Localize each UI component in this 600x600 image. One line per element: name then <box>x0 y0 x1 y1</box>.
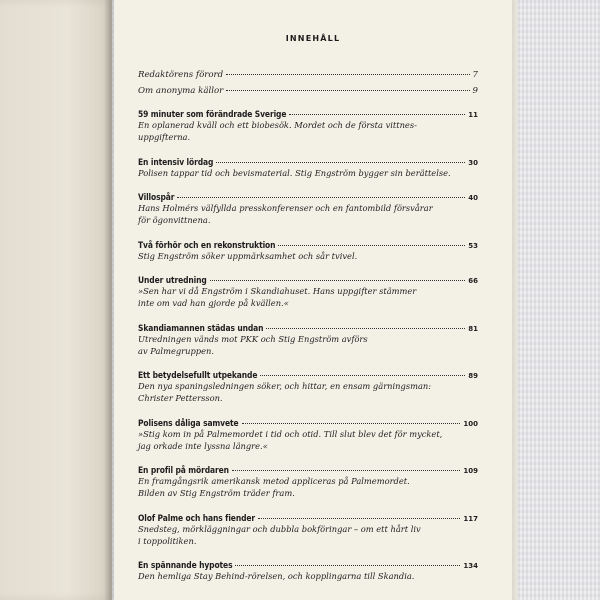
chapter-description: »Sen har vi då Engström i Skandiahuset. Hans uppgifter stämmer <box>138 286 417 296</box>
chapter-title: Skandiamannen städas undan <box>138 322 264 333</box>
chapter-description: En framgångsrik amerikansk metod appliceras på Palmemordet. <box>138 476 410 486</box>
toc-chapter <box>138 157 478 179</box>
dot-leader <box>177 197 465 198</box>
toc-chapter <box>138 109 478 143</box>
toc-chapter <box>138 323 478 357</box>
toc-entry-foreword <box>138 70 478 80</box>
chapter-description: Stig Engström söker uppmärksamhet och sår tvivel. <box>138 250 358 261</box>
chapter-title: Olof Palme och hans fiender <box>138 512 256 523</box>
dot-leader <box>216 162 465 163</box>
chapter-title: Ett betydelsefullt utpekande <box>138 370 258 380</box>
chapter-description: Den nya spaningsledningen söker, och hittar, en ensam gärningsman: <box>138 381 432 391</box>
chapter-page: 53 <box>468 241 478 250</box>
toc-chapter <box>138 275 478 309</box>
toc-chapter <box>138 560 478 582</box>
toc-entry-sources <box>138 86 478 96</box>
chapter-page: 100 <box>463 419 478 428</box>
entry-title: Redaktörens förord <box>138 70 224 80</box>
chapter-description: Den hemliga Stay Behind-rörelsen, och kopplingarna till Skandia. <box>138 571 415 581</box>
chapter-description: Utredningen vänds mot PKK och Stig Engström avförs <box>138 333 368 344</box>
contents-page <box>114 0 512 600</box>
dot-leader <box>242 423 461 424</box>
dot-leader <box>278 245 465 246</box>
toc-chapter <box>138 418 478 452</box>
toc-chapter <box>138 192 478 226</box>
page-heading: INNEHÅLL <box>285 34 341 43</box>
chapter-description: jag orkade inte lyssna längre.« <box>138 440 268 451</box>
chapter-title: En spännande hypotes <box>138 560 233 570</box>
dot-leader <box>258 518 460 519</box>
chapter-description: Bilden av Stig Engström träder fram. <box>138 488 295 498</box>
chapter-page: 134 <box>463 562 478 570</box>
dot-leader <box>266 328 465 329</box>
chapter-description: »Stig kom in på Palmemordet i tid och otid. Till slut blev det för mycket, <box>138 428 443 439</box>
chapter-page: 30 <box>468 158 478 167</box>
chapter-description: En oplanerad kväll och ett biobesök. Mordet och de första vittnes- <box>138 120 417 130</box>
dot-leader <box>235 565 460 566</box>
chapter-description: Hans Holmérs välfyllda presskonferenser och en fantombild försvårar <box>138 203 433 213</box>
chapter-title: Under utredning <box>138 275 207 285</box>
chapter-title: 59 minuter som förändrade Sverige <box>138 109 287 119</box>
chapter-page: 81 <box>468 324 478 333</box>
chapter-description: uppgifterna. <box>138 132 191 142</box>
chapter-title: En intensiv lördag <box>138 156 214 167</box>
chapter-description: Christer Pettersson. <box>138 393 223 403</box>
chapter-page: 117 <box>463 514 478 523</box>
chapter-title: En profil på mördaren <box>138 465 229 475</box>
entry-title: Om anonyma källor <box>138 86 224 96</box>
toc-chapter <box>138 513 478 547</box>
table-of-contents <box>138 70 478 596</box>
chapter-description: av Palmegruppen. <box>138 345 214 356</box>
toc-chapter <box>138 370 478 404</box>
chapter-page: 66 <box>468 277 478 285</box>
dot-leader <box>289 114 465 115</box>
chapter-description: inte om vad han gjorde på kvällen.« <box>138 298 289 308</box>
toc-chapter <box>138 240 478 262</box>
chapter-description: Snedsteg, mörkläggningar och dubbla bokföringar – om ett hårt liv <box>138 523 421 534</box>
dot-leader <box>226 74 469 75</box>
page-edge <box>512 0 518 600</box>
entry-page: 7 <box>472 70 478 80</box>
chapter-description: i toppolitiken. <box>138 535 197 546</box>
chapter-title: Villospår <box>138 192 175 202</box>
chapter-title: Polisens dåliga samvete <box>138 417 239 428</box>
chapter-page: 11 <box>468 111 478 119</box>
dot-leader <box>210 280 466 281</box>
dot-leader <box>260 375 465 376</box>
chapter-description: Polisen tappar tid och bevismaterial. Stig Engström bygger sin berättelse. <box>138 167 451 178</box>
entry-page: 9 <box>472 86 478 96</box>
dot-leader <box>226 90 469 91</box>
facing-page <box>0 0 112 600</box>
chapter-title: Två förhör och en rekonstruktion <box>138 239 276 250</box>
chapter-page: 109 <box>463 467 478 475</box>
toc-chapter <box>138 465 478 499</box>
chapter-page: 40 <box>468 194 478 202</box>
dot-leader <box>232 470 460 471</box>
chapter-description: för ögonvittnena. <box>138 215 211 225</box>
chapter-page: 89 <box>468 372 478 380</box>
